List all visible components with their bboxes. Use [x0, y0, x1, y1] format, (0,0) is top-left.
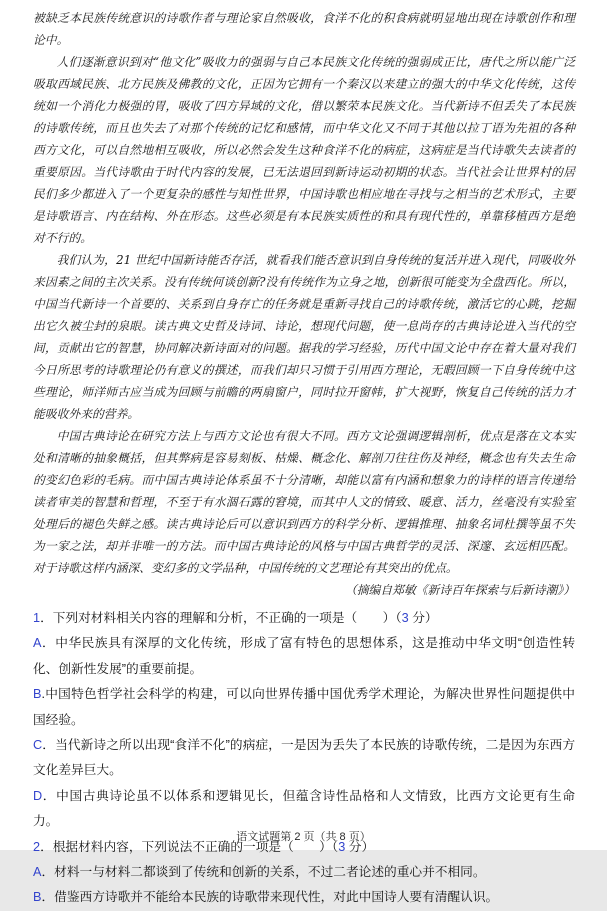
- question-1-points: 3: [401, 611, 409, 625]
- question-2-option-a: [33, 860, 575, 885]
- option-letter: B: [33, 687, 42, 702]
- question-1-stem: [33, 606, 575, 631]
- option-letter: C: [33, 738, 43, 753]
- page-footer: 语文试题第 2 页（共 8 页）: [236, 831, 371, 843]
- option-separator: ．: [41, 636, 56, 651]
- option-letter: B: [33, 890, 42, 905]
- question-1-option-a: [33, 631, 575, 682]
- passage-paragraph: 我们认为，21 世纪中国新诗能否存活，就看我们能否意识到自身传统的复活并进入现代，同吸收外来因素之间的主次关系。没有传统何谈创新?没有传统作为立身之地，创新很可能变为全盘西化。所以，中国当代新诗一个首要的、关系到自身存亡的任务就是重新寻找自己的诗歌传统，激活它的心跳，挖掘出它久被尘封的泉眼。读古典文史哲及诗词、诗论，想现代问题，使一息尚存的古典诗论进入当代的空间，贡献出它的智慧，协同解决新诗面对的问题。据我的学习经验，历代中国文论中存在着大量对我们今日所思考的诗歌理论仍有意义的撰述，而我们却只习惯于引用西方理论，无暇回顾一下自身传统中这些理论，师洋师古应当成为回顾与前瞻的两扇窗户，同时拉开窗帏，扩大视野，恢复自己传统的活力才能吸收外来的营养。: [33, 253, 575, 421]
- option-separator: ．: [42, 788, 57, 803]
- option-text: 材料一与材料二都谈到了传统和创新的关系，不过二者论述的重心并不相同。: [54, 865, 486, 880]
- question-1-stem-text: ．下列对材料相关内容的理解和分析，不正确的一项是（ ）（: [40, 611, 402, 625]
- question-1-number: 1: [33, 611, 41, 625]
- question-1-option-b: [33, 682, 575, 733]
- passage-paragraph: 中国古典诗论在研究方法上与西方文论也有很大不同。西方文论强调逻辑剖析，优点是落在文本实处和清晰的抽象概括，但其弊病是容易刻板、枯燥、概念化、解剖刀往往伤及神经，概念也有失去生命的变幻色彩的毛病。而中国古典诗论体系虽不十分清晰，却能以富有内涵和想象力的诗样的语言传递给读者审美的智慧和哲理，不至于有水涸石露的窘境，而其中人文的情致、暖意、活力，丝毫没有实验室处理后的褪色失鲜之感。读古典诗论后可以意识到西方的科学分析、逻辑推理、抽象名词杜撰等虽不失为一家之法，却并非唯一的方法。而中国古典诗论的风格与中国古典哲学的灵活、深邃、玄远相匹配。对于诗歌这样内涵深、变幻多的文学品种，中国传统的文艺理论有其突出的优点。: [33, 429, 575, 575]
- question-2-stem-text: ．根据材料内容，下列说法不正确的一项是（ ）（: [40, 839, 339, 854]
- option-letter: A: [33, 636, 42, 651]
- option-text: 中国特色哲学社会科学的构建，可以向世界传播中国优秀学术理论，为解决世界性问题提供中国经验。: [33, 687, 575, 727]
- passage-paragraph: 被缺乏本民族传统意识的诗歌作者与理论家自然吸收，食洋不化的积食病就明显地出现在诗歌创作和理论中。: [33, 11, 575, 47]
- option-text: 中华民族具有深厚的文化传统，形成了富有特色的思想体系，这是推动中华文明“创造性转化、创新性发展”的重要前提。: [33, 636, 576, 676]
- option-text: 中国古典诗论虽不以体系和逻辑见长，但蕴含诗性品格和人文情致，比西方文论更有生命力。: [33, 788, 576, 829]
- questions-section: [33, 606, 575, 911]
- question-1-option-c: [33, 733, 575, 784]
- passage-paragraph: 人们逐渐意识到对“他文化”吸收力的强弱与自己本民族文化传统的强弱成正比，唐代之所以能广泛吸取西域民族、北方民族及佛教的文化，正因为它拥有一个秦汉以来建立的强大的中华文化传统，这传统如一个消化力极强的胃，吸收了四方异域的文化，借以繁荣本民族文化。当代新诗不但丢失了本民族的诗歌传统，而且也失去了对那个传统的记忆和感情，而中华文化又不同于其他以拉丁语为先祖的各种西方文化，可以自然地相互吸收，所以必然会发生这种食洋不化的病症，这病症是当代诗歌失去读者的重要原因。当代诗歌由于时代内容的发展，已无法退回到新诗运动初期的状态。当代社会让世界村的居民们多少都进入了一个更复杂的感性与知性世界，中国诗歌也相应地在寻找与之相当的艺术形式，主要是诗歌语言、内在结构、外在形态。这些必须是有本民族实质性的和具有现代性的，单靠移植西方是绝对不行的。: [33, 55, 575, 245]
- question-2-number: 2: [33, 839, 41, 854]
- reading-passage: [33, 7, 575, 601]
- option-text: 当代新诗之所以出现“食洋不化”的病症，一是因为丢失了本民族的诗歌传统，二是因为东西方文化差异巨大。: [33, 738, 576, 778]
- option-separator: ．: [42, 738, 56, 753]
- passage-citation: （摘编自郑敏《新诗百年探索与后新诗潮》）: [344, 583, 575, 597]
- option-letter: D: [33, 788, 43, 803]
- question-2-option-b: [33, 885, 575, 910]
- question-2-points: 3: [338, 839, 346, 854]
- question-1-points-suffix: 分）: [408, 611, 438, 625]
- question-2-points-suffix: 分）: [345, 839, 375, 854]
- option-text: 借鉴西方诗歌并不能给本民族的诗歌带来现代性，对此中国诗人要有清醒认识。: [54, 890, 499, 905]
- option-letter: A: [33, 865, 42, 880]
- option-separator: .: [41, 687, 45, 702]
- option-separator: ．: [41, 865, 55, 880]
- option-separator: ．: [41, 890, 55, 905]
